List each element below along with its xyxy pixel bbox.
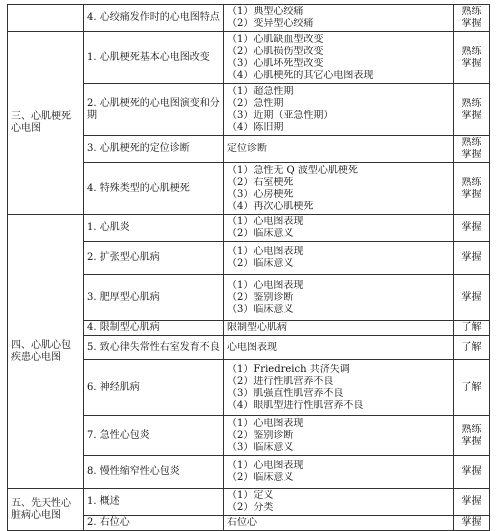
requirement-level: 熟练 掌握 bbox=[454, 416, 490, 456]
point-item: （1）心肌缺血型改变 bbox=[227, 33, 324, 45]
section-topic: 8. 慢性缩窄性心包炎 bbox=[84, 456, 224, 489]
point-item: （1）超急性期 bbox=[227, 85, 294, 97]
point-item: （2）进行性肌营养不良 bbox=[227, 375, 334, 387]
section-points bbox=[224, 32, 454, 84]
chapter-title bbox=[8, 5, 84, 32]
point-item: （3）临床意义 bbox=[227, 303, 294, 315]
section-points bbox=[224, 336, 454, 360]
point-item: （1）急性无 Q 波型心肌梗死 bbox=[227, 164, 358, 176]
section-topic: 1. 心肌梗死基本心电图改变 bbox=[84, 32, 224, 84]
requirement-level: 掌握 bbox=[454, 489, 490, 516]
section-topic: 2. 右位心 bbox=[84, 516, 224, 531]
chapter-title: 三、心肌梗死心电图 bbox=[8, 32, 84, 215]
point-item: （2）临床意义 bbox=[227, 228, 294, 239]
section-points bbox=[224, 516, 454, 531]
point-item: （1）定义 bbox=[227, 490, 274, 501]
requirement-level: 掌握 bbox=[454, 275, 490, 321]
point-item: （4）心肌梗死的其它心电图表现 bbox=[227, 69, 374, 81]
section-topic: 6. 神经肌病 bbox=[84, 360, 224, 416]
requirement-level: 熟练 掌握 bbox=[454, 163, 490, 215]
point-item: 心电图表现 bbox=[227, 341, 277, 353]
section-topic: 4. 心绞痛发作时的心电图特点 bbox=[84, 5, 224, 32]
requirement-level: 掌握 bbox=[454, 456, 490, 489]
point-item: （1）心电图表现 bbox=[227, 216, 304, 227]
section-topic: 1. 概述 bbox=[84, 489, 224, 516]
requirement-level: 掌握 bbox=[454, 215, 490, 242]
section-topic: 2. 扩张型心肌病 bbox=[84, 242, 224, 275]
section-topic: 7. 急性心包炎 bbox=[84, 416, 224, 456]
point-item: （4）眼肌型进行性肌营养不良 bbox=[227, 399, 364, 411]
point-item: （2）鉴别诊断 bbox=[227, 291, 294, 303]
point-item: （1）心电图表现 bbox=[227, 246, 304, 257]
section-topic: 1. 心肌炎 bbox=[84, 215, 224, 242]
syllabus-table bbox=[7, 4, 490, 531]
section-topic: 3. 心肌梗死的定位诊断 bbox=[84, 136, 224, 163]
point-item: （2）临床意义 bbox=[227, 472, 294, 483]
table-row bbox=[8, 5, 490, 32]
section-points bbox=[224, 215, 454, 242]
chapter-title: 五、先天性心脏病心电图 bbox=[8, 489, 84, 531]
section-points bbox=[224, 456, 454, 489]
point-item: （2）变异型心绞痛 bbox=[227, 18, 314, 29]
section-topic: 4. 限制型心肌病 bbox=[84, 321, 224, 336]
section-topic: 2. 心肌梗死的心电图演变和分期 bbox=[84, 84, 224, 136]
point-item: （3）心房梗死 bbox=[227, 188, 294, 200]
point-item: （2）鉴别诊断 bbox=[227, 429, 294, 441]
point-item: 限制型心肌病 bbox=[227, 322, 287, 333]
section-points bbox=[224, 275, 454, 321]
requirement-level: 熟练 掌握 bbox=[454, 5, 490, 32]
point-item: （2）临床意义 bbox=[227, 258, 294, 269]
requirement-level: 掌握 bbox=[454, 242, 490, 275]
section-points bbox=[224, 489, 454, 516]
chapter-title: 四、心肌心包疾患心电图 bbox=[8, 215, 84, 489]
point-item: （1）心电图表现 bbox=[227, 279, 304, 291]
syllabus-table-body bbox=[8, 5, 490, 531]
point-item: （3）临床意义 bbox=[227, 441, 294, 453]
requirement-level: 熟练 掌握 bbox=[454, 32, 490, 84]
section-points bbox=[224, 242, 454, 275]
point-item: （2）心肌损伤型改变 bbox=[227, 45, 324, 57]
requirement-level: 熟练 掌握 bbox=[454, 84, 490, 136]
requirement-level: 了解 bbox=[454, 336, 490, 360]
point-item: （1）心电图表现 bbox=[227, 460, 304, 471]
section-points bbox=[224, 360, 454, 416]
section-points bbox=[224, 163, 454, 215]
point-item: （1）典型心绞痛 bbox=[227, 6, 304, 17]
point-item: （1）心电图表现 bbox=[227, 417, 304, 429]
point-item: （3）心肌坏死型改变 bbox=[227, 57, 324, 69]
table-row bbox=[8, 215, 490, 242]
section-points bbox=[224, 416, 454, 456]
table-row bbox=[8, 489, 490, 516]
section-points bbox=[224, 136, 454, 163]
section-topic: 5. 致心律失常性右室发育不良 bbox=[84, 336, 224, 360]
point-item: 右位心 bbox=[227, 517, 257, 528]
point-item: 定位诊断 bbox=[227, 143, 267, 154]
point-item: （3）肌强直性肌营养不良 bbox=[227, 387, 344, 399]
section-topic: 3. 肥厚型心肌病 bbox=[84, 275, 224, 321]
point-item: （4）再次心肌梗死 bbox=[227, 200, 314, 212]
requirement-level: 了解 bbox=[454, 321, 490, 336]
point-item: （1）Friedreich 共济失调 bbox=[227, 363, 350, 375]
point-item: （2）急性期 bbox=[227, 97, 284, 109]
section-points bbox=[224, 5, 454, 32]
requirement-level: 熟练 掌握 bbox=[454, 136, 490, 163]
point-item: （2）分类 bbox=[227, 502, 274, 513]
requirement-level: 了解 bbox=[454, 360, 490, 416]
section-topic: 4. 特殊类型的心肌梗死 bbox=[84, 163, 224, 215]
point-item: （3）近期（亚急性期） bbox=[227, 109, 334, 121]
point-item: （2）右室梗死 bbox=[227, 176, 294, 188]
point-item: （4）陈旧期 bbox=[227, 121, 284, 133]
section-points bbox=[224, 84, 454, 136]
requirement-level: 掌握 bbox=[454, 516, 490, 531]
section-points bbox=[224, 321, 454, 336]
table-row bbox=[8, 32, 490, 84]
